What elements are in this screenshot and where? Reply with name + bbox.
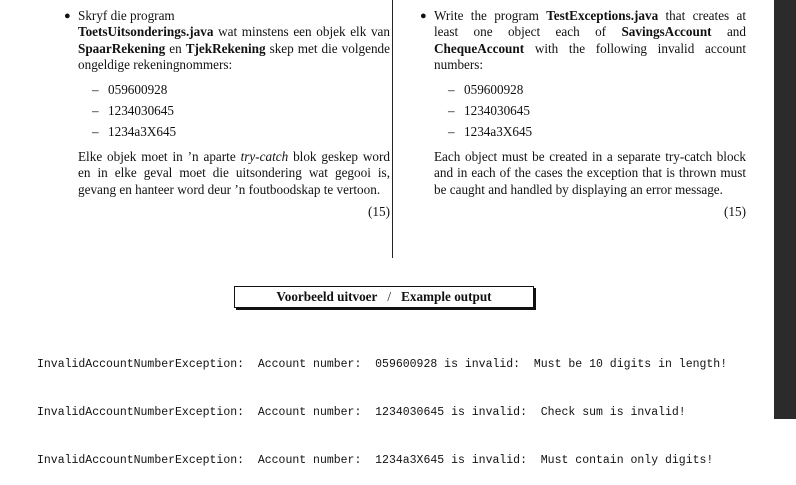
account-number-list xyxy=(448,82,746,141)
try-catch-emphasis: try-catch xyxy=(240,148,289,164)
bullet-icon: ● xyxy=(420,10,427,22)
english-column xyxy=(418,8,746,220)
example-label: Example output xyxy=(401,289,492,304)
intro-suffix: skep met die volgende ongeldige rekeningnommers: xyxy=(78,40,391,73)
list-item: – 059600928 xyxy=(448,81,524,97)
console-output xyxy=(37,325,727,485)
afrikaans-task-item xyxy=(62,8,390,220)
program-name: TestExceptions.java xyxy=(546,8,659,23)
marks-label: (15) xyxy=(724,204,746,220)
afrikaans-column xyxy=(62,8,390,220)
column-divider xyxy=(392,0,393,258)
bullet-icon: ● xyxy=(64,10,71,22)
voorbeeld-label: Voorbeeld uitvoer xyxy=(276,289,378,304)
instructions-paragraph: Each object must be created in a separate try-catch block and in each of the cases the exception that is thrown must be caught and handled by displaying an error message. xyxy=(434,148,746,197)
account-number-list xyxy=(92,82,390,141)
console-line: InvalidAccountNumberException: Account number: 1234030645 is invalid: Check sum is invalid! xyxy=(37,406,686,419)
example-output-heading xyxy=(234,286,534,308)
list-item: – 1234a3X645 xyxy=(92,124,177,140)
instructions-paragraph: Elke objek moet in ’n aparte try-catch blok geskep word en in elke geval moet die uitsondering wat gegooi is, gevang en hanteer word deur ’n foutboodskap te vertoon. xyxy=(78,148,391,197)
and-word: and xyxy=(726,24,746,40)
intro-suffix: with the following invalid account numbers: xyxy=(434,40,746,73)
marks-label: (15) xyxy=(368,204,390,220)
and-word: en xyxy=(169,40,182,56)
class-b-name: ChequeAccount xyxy=(434,40,525,56)
console-line: InvalidAccountNumberException: Account number: 1234a3X645 is invalid: Must contain only digits! xyxy=(37,454,714,467)
class-b-name: TjekRekening xyxy=(185,40,266,56)
intro-mid: wat minstens een objek elk van xyxy=(218,24,391,40)
list-item: – 1234030645 xyxy=(448,103,530,119)
list-item: – 1234030645 xyxy=(92,103,174,119)
list-item: – 1234a3X645 xyxy=(448,124,533,140)
intro-prefix: Skryf die program xyxy=(78,8,175,23)
dark-side-strip xyxy=(774,0,796,419)
english-task-item xyxy=(418,8,746,220)
class-a-name: SpaarRekening xyxy=(78,40,166,56)
list-item: – 059600928 xyxy=(92,81,168,97)
program-name: ToetsUitsonderings.java xyxy=(78,24,214,40)
console-line: InvalidAccountNumberException: Account number: 059600928 is invalid: Must be 10 digits in length! xyxy=(37,358,728,371)
class-a-name: SavingsAccount xyxy=(621,24,712,40)
intro-mid: that creates at least one object each of xyxy=(434,8,747,40)
intro-prefix: Write the program xyxy=(434,8,539,23)
heading-separator: / xyxy=(387,289,392,304)
